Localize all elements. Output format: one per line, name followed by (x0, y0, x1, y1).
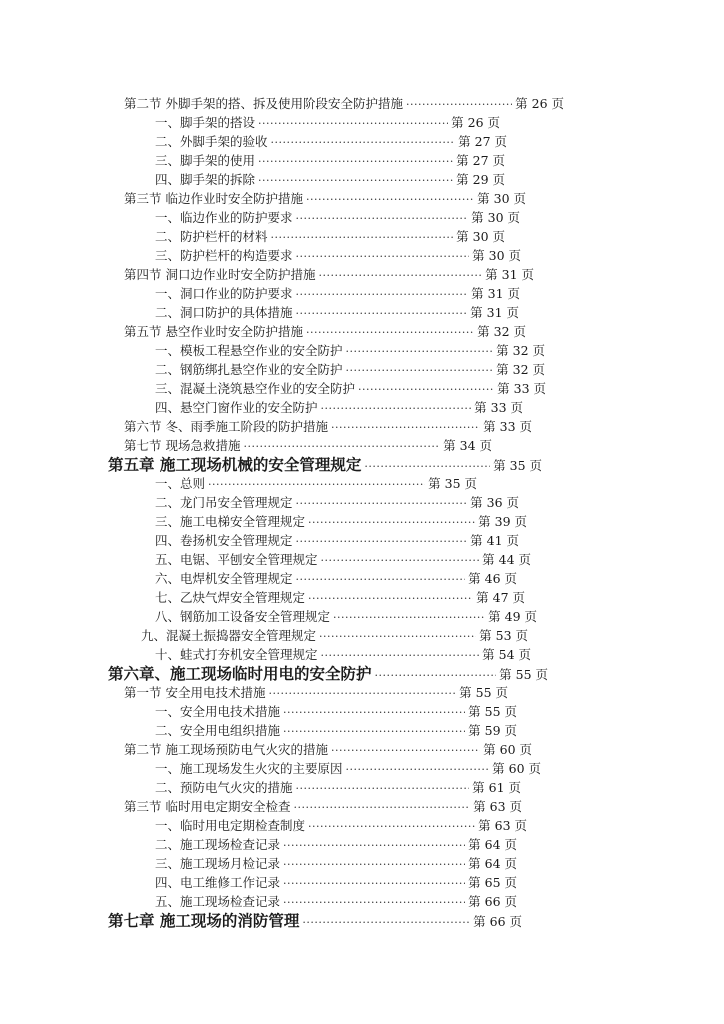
leader-dots (308, 513, 475, 532)
leader-dots (318, 266, 482, 285)
toc-entry-title: 第一节 安全用电技术措施 (124, 685, 266, 700)
toc-entry-page: 第 32 页 (496, 362, 545, 377)
toc-entry (155, 284, 520, 303)
toc-entry-title: 二、防护栏杆的材料 (155, 229, 268, 244)
toc-entry-title: 一、洞口作业的防护要求 (155, 286, 293, 301)
toc-entry-page: 第 30 页 (456, 229, 505, 244)
leader-dots (208, 475, 425, 494)
leader-dots (321, 399, 472, 418)
toc-entry-title: 一、施工现场发生火灾的主要原因 (155, 761, 343, 776)
toc-chapter (108, 911, 522, 931)
leader-dots (283, 893, 465, 912)
toc-entry-title: 二、外脚手架的验收 (155, 134, 268, 149)
toc-entry-page: 第 53 页 (479, 628, 528, 643)
toc-entry (141, 626, 528, 645)
leader-dots (358, 380, 494, 399)
toc-entry-title: 三、混凝土浇筑悬空作业的安全防护 (155, 381, 356, 396)
leader-dots (296, 209, 469, 228)
toc-entry-title: 四、电工维修工作记录 (155, 875, 281, 890)
toc-entry-page: 第 31 页 (485, 267, 534, 282)
toc-entry (155, 892, 517, 911)
toc-entry-page: 第 66 页 (473, 914, 522, 929)
toc-entry-page: 第 54 页 (482, 647, 531, 662)
toc-entry (155, 702, 517, 721)
toc-entry-page: 第 30 页 (471, 210, 520, 225)
leader-dots (283, 836, 465, 855)
toc-entry-title: 三、脚手架的使用 (155, 153, 256, 168)
toc-entry-title: 七、乙炔气焊安全管理规定 (155, 590, 306, 605)
toc-entry-page: 第 33 页 (497, 381, 546, 396)
leader-dots (271, 228, 454, 247)
toc-entry (155, 588, 525, 607)
toc-entry-title: 第三节 临边作业时安全防护措施 (124, 191, 303, 206)
toc-entry (155, 398, 523, 417)
toc-entry (155, 607, 537, 626)
toc-entry (155, 512, 527, 531)
toc-entry-page: 第 55 页 (459, 685, 508, 700)
toc-entry-title: 第二节 施工现场预防电气火灾的措施 (124, 742, 328, 757)
toc-entry-title: 第六章、施工现场临时用电的安全防护 (108, 664, 372, 683)
toc-entry (155, 246, 521, 265)
toc-entry-page: 第 63 页 (478, 818, 527, 833)
leader-dots (306, 190, 474, 209)
toc-entry-title: 第五章 施工现场机械的安全管理规定 (108, 455, 362, 474)
leader-dots (321, 551, 480, 570)
toc-entry-title: 二、龙门吊安全管理规定 (155, 495, 293, 510)
toc-entry-page: 第 55 页 (499, 667, 548, 682)
toc-entry (155, 645, 531, 664)
toc-entry-page: 第 27 页 (456, 153, 505, 168)
toc-entry-page: 第 55 页 (468, 704, 517, 719)
leader-dots (296, 570, 466, 589)
toc-entry (155, 341, 545, 360)
toc-entry-title: 三、施工电梯安全管理规定 (155, 514, 306, 529)
toc-entry (155, 759, 541, 778)
toc-entry-title: 四、卷扬机安全管理规定 (155, 533, 293, 548)
leader-dots (308, 589, 473, 608)
toc-entry (155, 474, 477, 493)
toc-entry-title: 二、钢筋绑扎悬空作业的安全防护 (155, 362, 343, 377)
toc-entry-page: 第 35 页 (493, 458, 542, 473)
toc-entry (124, 797, 522, 816)
leader-dots (346, 760, 490, 779)
toc-entry-page: 第 26 页 (515, 96, 564, 111)
toc-entry-page: 第 66 页 (468, 894, 517, 909)
toc-entry (124, 683, 508, 702)
toc-entry (155, 493, 519, 512)
leader-dots (331, 418, 480, 437)
leader-dots (296, 779, 470, 798)
leader-dots (296, 494, 468, 513)
toc-entry-page: 第 29 页 (456, 172, 505, 187)
toc-entry-title: 一、临时用电定期检查制度 (155, 818, 306, 833)
toc-entry (155, 227, 505, 246)
toc-entry (155, 379, 546, 398)
leader-dots (258, 114, 448, 133)
toc-entry-title: 第四节 洞口边作业时安全防护措施 (124, 267, 316, 282)
toc-entry-title: 五、施工现场检查记录 (155, 894, 281, 909)
toc-entry (155, 113, 500, 132)
toc-entry-page: 第 44 页 (482, 552, 531, 567)
toc-entry (124, 322, 526, 341)
leader-dots (293, 798, 470, 817)
leader-dots (296, 304, 468, 323)
toc-entry-page: 第 33 页 (483, 419, 532, 434)
toc-entry (155, 721, 517, 740)
leader-dots (258, 171, 453, 190)
toc-entry-page: 第 41 页 (470, 533, 519, 548)
toc-entry-title: 第五节 悬空作业时安全防护措施 (124, 324, 303, 339)
leader-dots (283, 855, 465, 874)
toc-entry-page: 第 65 页 (468, 875, 517, 890)
leader-dots (346, 361, 494, 380)
toc-entry-title: 第七章 施工现场的消防管理 (108, 911, 300, 930)
toc-entry-title: 一、安全用电技术措施 (155, 704, 281, 719)
toc-entry-page: 第 60 页 (492, 761, 541, 776)
toc-entry-page: 第 46 页 (468, 571, 517, 586)
toc-entry-title: 三、施工现场月检记录 (155, 856, 281, 871)
toc-entry-page: 第 61 页 (472, 780, 521, 795)
toc-entry-page: 第 63 页 (473, 799, 522, 814)
toc-entry-page: 第 31 页 (471, 286, 520, 301)
toc-entry (124, 265, 534, 284)
toc-entry-page: 第 35 页 (428, 476, 477, 491)
toc-entry-page: 第 34 页 (443, 438, 492, 453)
toc-entry-title: 十、蛙式打夯机安全管理规定 (155, 647, 318, 662)
leader-dots (296, 532, 468, 551)
toc-entry-title: 第二节 外脚手架的搭、拆及使用阶段安全防护措施 (124, 96, 403, 111)
leader-dots (283, 874, 465, 893)
toc-entry-title: 第三节 临时用电定期安全检查 (124, 799, 291, 814)
toc-entry-title: 二、洞口防护的具体措施 (155, 305, 293, 320)
leader-dots (258, 152, 453, 171)
toc-entry (155, 208, 520, 227)
toc-entry-title: 四、悬空门窗作业的安全防护 (155, 400, 318, 415)
leader-dots (268, 684, 456, 703)
toc-entry-title: 六、电焊机安全管理规定 (155, 571, 293, 586)
toc-entry-page: 第 39 页 (478, 514, 527, 529)
toc-entry-title: 九、混凝土振捣器安全管理规定 (141, 628, 317, 643)
toc-entry (155, 550, 531, 569)
toc-entry (155, 816, 527, 835)
leader-dots (283, 722, 465, 741)
toc-entry-page: 第 36 页 (470, 495, 519, 510)
toc-entry-title: 八、钢筋加工设备安全管理规定 (155, 609, 331, 624)
toc-entry-title: 二、预防电气火灾的措施 (155, 780, 293, 795)
toc-entry-title: 一、脚手架的搭设 (155, 115, 256, 130)
toc-entry (155, 778, 521, 797)
toc-entry-page: 第 30 页 (472, 248, 521, 263)
leader-dots (306, 323, 474, 342)
toc-entry (155, 835, 517, 854)
toc-entry-page: 第 27 页 (458, 134, 507, 149)
toc-entry-page: 第 49 页 (488, 609, 537, 624)
leader-dots (283, 703, 465, 722)
toc-entry-title: 二、安全用电组织措施 (155, 723, 281, 738)
toc-entry (155, 873, 517, 892)
toc-entry-page: 第 60 页 (483, 742, 532, 757)
toc-entry-page: 第 32 页 (477, 324, 526, 339)
toc-entry (155, 531, 519, 550)
leader-dots (406, 95, 512, 114)
toc-entry-page: 第 47 页 (476, 590, 525, 605)
toc-entry (155, 151, 505, 170)
toc-entry (124, 417, 532, 436)
toc-chapter (108, 455, 542, 475)
leader-dots (308, 817, 475, 836)
toc-entry (155, 854, 517, 873)
toc-entry-page: 第 32 页 (496, 343, 545, 358)
toc-entry-title: 二、施工现场检查记录 (155, 837, 281, 852)
toc-entry (124, 740, 532, 759)
toc-entry-title: 一、模板工程悬空作业的安全防护 (155, 343, 343, 358)
toc-entry-title: 第七节 现场急救措施 (124, 438, 241, 453)
leader-dots (302, 913, 470, 933)
toc-entry (155, 170, 505, 189)
leader-dots (296, 285, 469, 304)
toc-entry (155, 303, 519, 322)
toc-entry (124, 189, 526, 208)
leader-dots (319, 627, 476, 646)
toc-entry-page: 第 59 页 (468, 723, 517, 738)
leader-dots (333, 608, 485, 627)
toc-entry-title: 一、临边作业的防护要求 (155, 210, 293, 225)
leader-dots (331, 741, 480, 760)
toc-entry-title: 四、脚手架的拆除 (155, 172, 256, 187)
toc-entry-page: 第 33 页 (474, 400, 523, 415)
leader-dots (271, 133, 456, 152)
toc-entry-page: 第 64 页 (468, 837, 517, 852)
toc-entry-title: 一、总则 (155, 476, 206, 491)
toc-entry-page: 第 26 页 (451, 115, 500, 130)
toc-entry (155, 569, 517, 588)
toc-entry-page: 第 30 页 (477, 191, 526, 206)
leader-dots (346, 342, 494, 361)
toc-entry-title: 五、电锯、平刨安全管理规定 (155, 552, 318, 567)
toc-entry-title: 第六节 冬、雨季施工阶段的防护措施 (124, 419, 328, 434)
toc-entry (155, 360, 545, 379)
leader-dots (243, 437, 440, 456)
toc-entry-page: 第 64 页 (468, 856, 517, 871)
toc-entry-page: 第 31 页 (470, 305, 519, 320)
toc-entry (124, 436, 492, 455)
toc-entry (124, 94, 564, 113)
toc-entry-title: 三、防护栏杆的构造要求 (155, 248, 293, 263)
toc-entry (155, 132, 507, 151)
leader-dots (296, 247, 470, 266)
toc-chapter (108, 664, 548, 684)
leader-dots (321, 646, 480, 665)
